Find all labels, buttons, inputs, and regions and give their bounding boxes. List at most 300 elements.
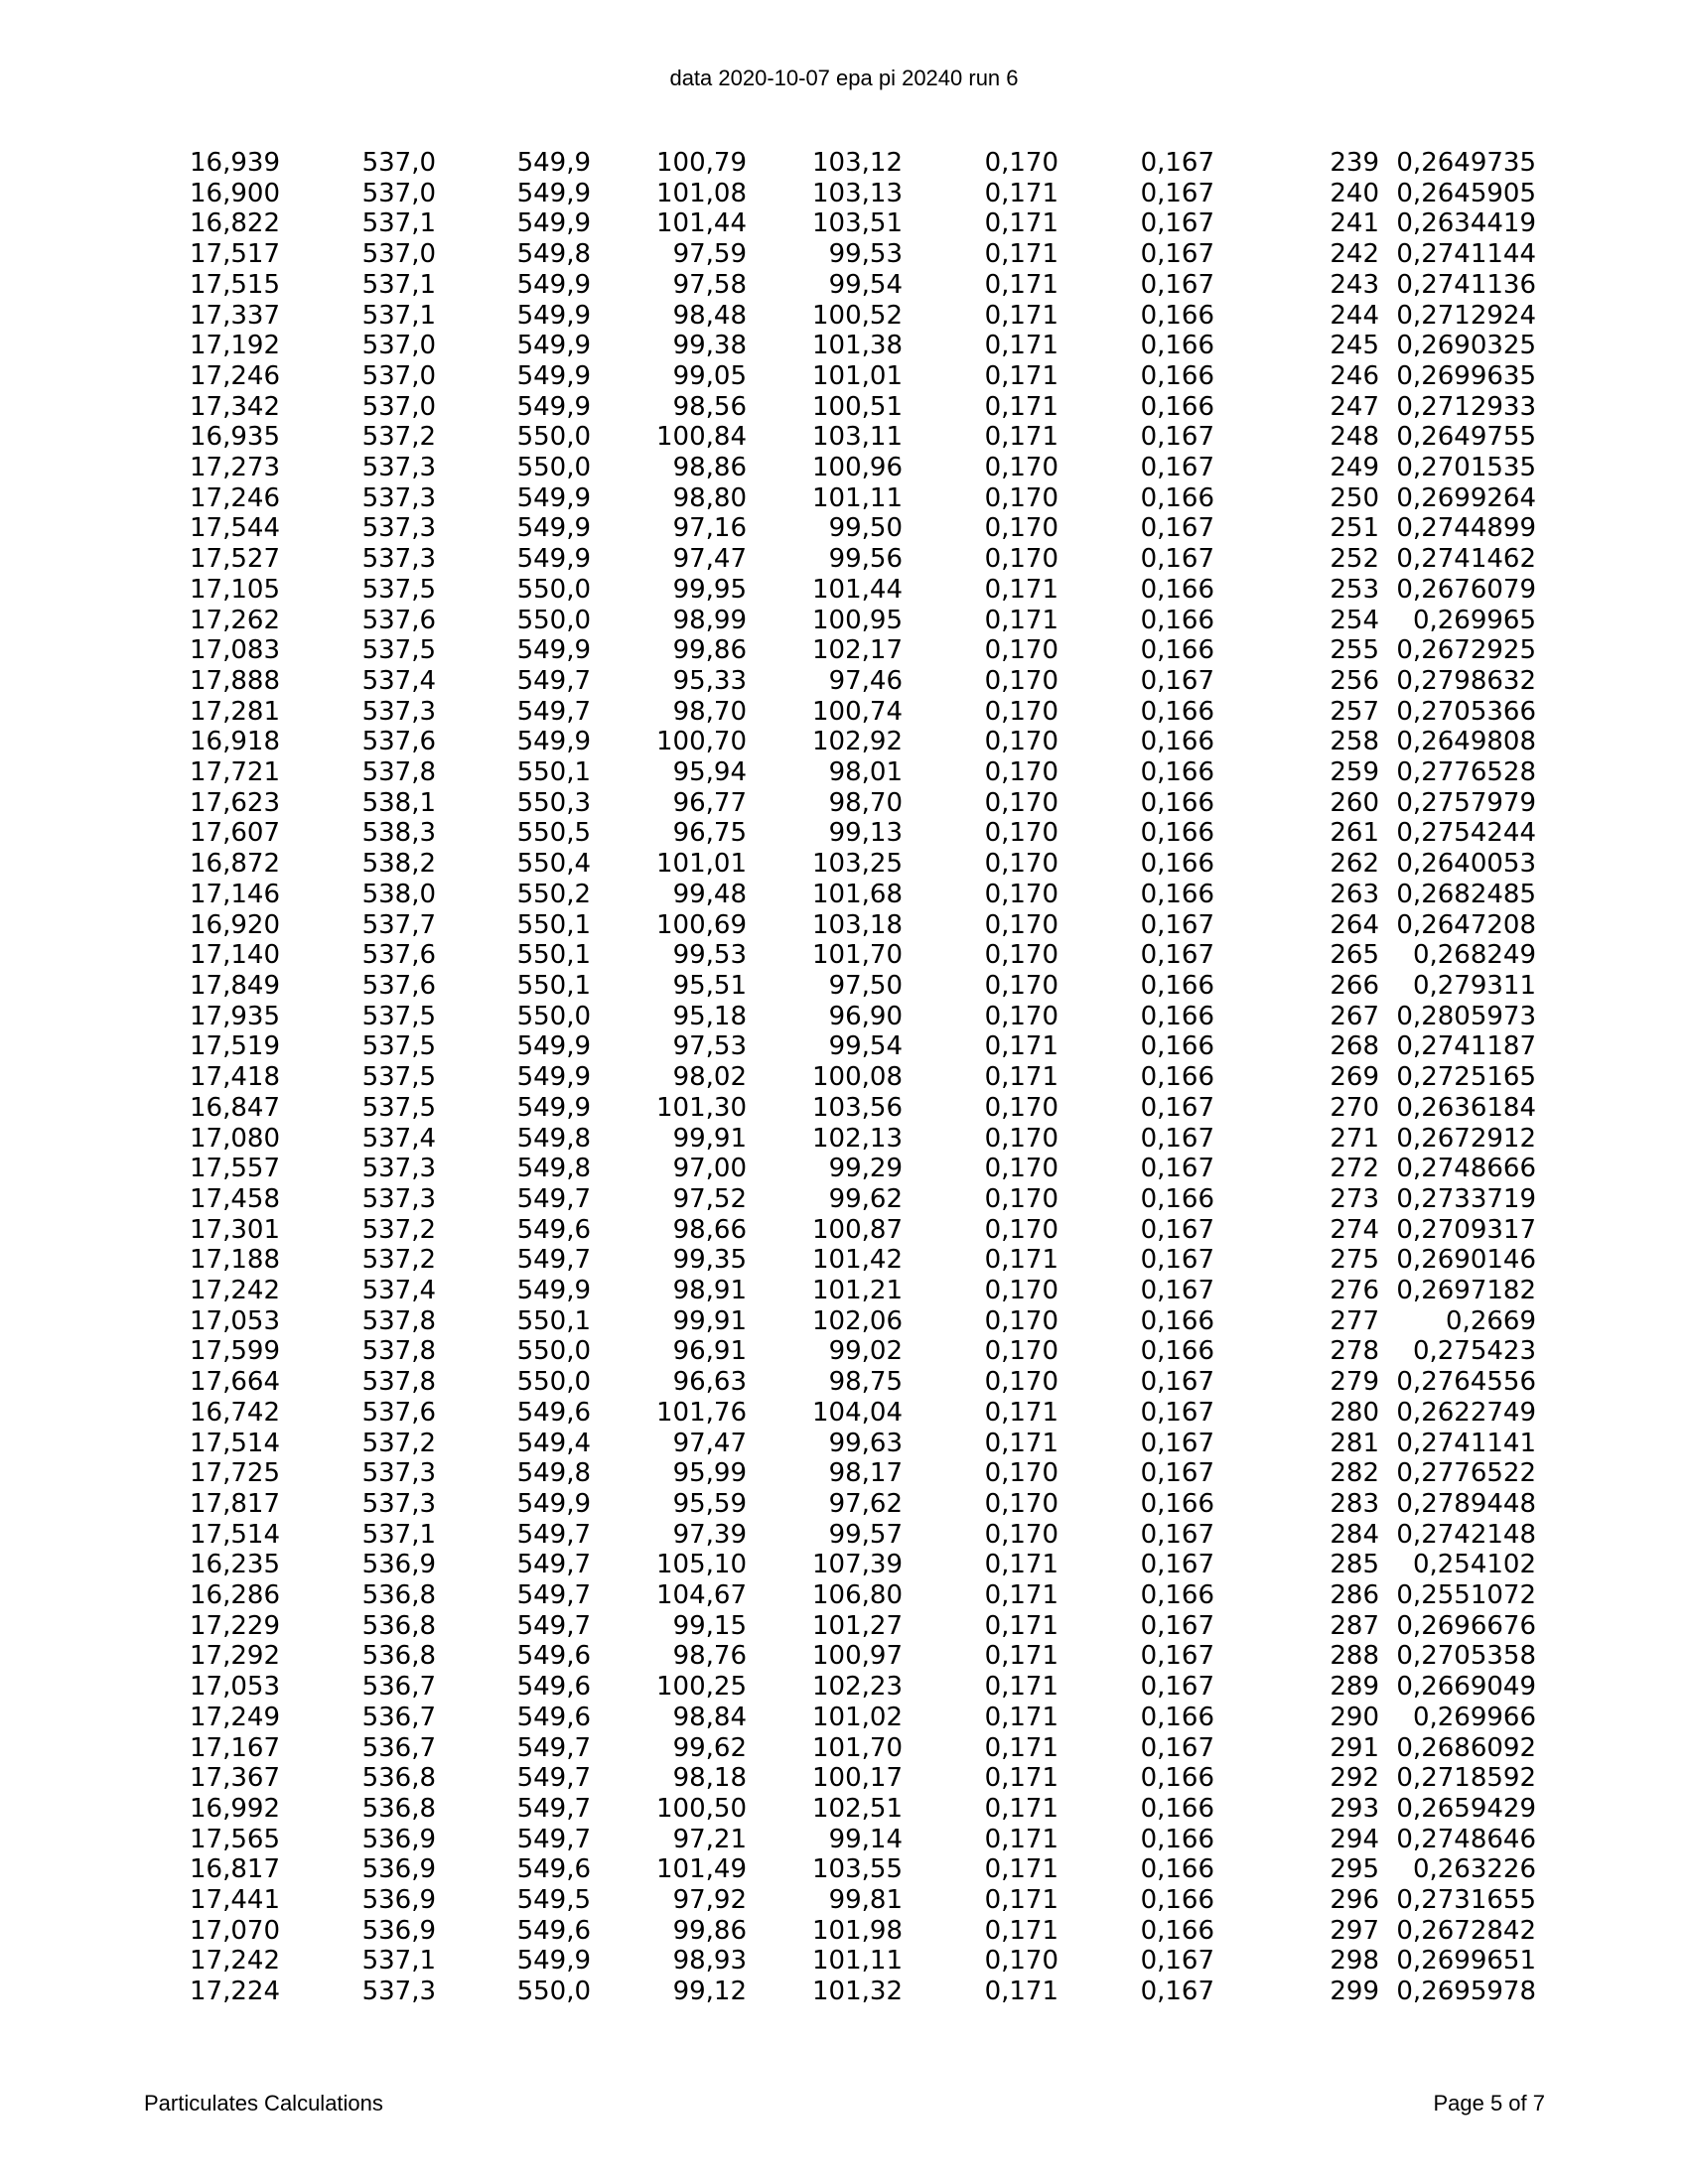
table-cell: 0,2705358 bbox=[1396, 1641, 1536, 1672]
table-cell: 251 bbox=[1330, 513, 1379, 544]
table-cell: 101,01 bbox=[656, 849, 747, 880]
table-cell: 272 bbox=[1330, 1154, 1379, 1184]
table-cell: 0,166 bbox=[1140, 1854, 1214, 1885]
table-cell: 257 bbox=[1330, 696, 1379, 727]
table-cell: 0,170 bbox=[984, 635, 1058, 666]
table-cell: 99,12 bbox=[672, 1977, 747, 2007]
table-cell: 17,514 bbox=[190, 1519, 280, 1550]
table-row bbox=[149, 1458, 1536, 1489]
table-row bbox=[149, 1611, 1536, 1642]
table-cell: 275 bbox=[1330, 1245, 1379, 1276]
table-cell: 0,166 bbox=[1140, 1305, 1214, 1336]
table-body bbox=[149, 148, 1536, 2007]
table-cell: 537,5 bbox=[361, 1001, 436, 1031]
table-cell: 242 bbox=[1330, 239, 1379, 270]
table-cell: 0,171 bbox=[984, 1763, 1058, 1794]
table-row bbox=[149, 1672, 1536, 1703]
table-cell: 536,9 bbox=[361, 1854, 436, 1885]
table-cell: 549,6 bbox=[516, 1214, 591, 1245]
table-cell: 97,58 bbox=[672, 269, 747, 300]
table-cell: 0,170 bbox=[984, 1946, 1058, 1977]
table-cell: 0,167 bbox=[1140, 940, 1214, 971]
table-cell: 0,171 bbox=[984, 1062, 1058, 1093]
table-cell: 0,171 bbox=[984, 331, 1058, 361]
table-cell: 263 bbox=[1330, 879, 1379, 909]
table-cell: 0,166 bbox=[1140, 696, 1214, 727]
table-cell: 549,9 bbox=[516, 482, 591, 513]
table-cell: 295 bbox=[1330, 1854, 1379, 1885]
table-cell: 0,2640053 bbox=[1396, 849, 1536, 880]
table-cell: 549,6 bbox=[516, 1672, 591, 1703]
table-cell: 102,23 bbox=[812, 1672, 903, 1703]
table-cell: 536,8 bbox=[361, 1641, 436, 1672]
table-cell: 0,2690325 bbox=[1396, 331, 1536, 361]
table-cell: 101,27 bbox=[812, 1610, 903, 1641]
table-row bbox=[149, 818, 1536, 849]
table-row bbox=[149, 1276, 1536, 1306]
table-row bbox=[149, 422, 1536, 453]
table-cell: 101,98 bbox=[812, 1915, 903, 1946]
table-cell: 0,171 bbox=[984, 178, 1058, 208]
table-row bbox=[149, 331, 1536, 361]
table-cell: 549,5 bbox=[516, 1885, 591, 1916]
table-row bbox=[149, 483, 1536, 514]
table-cell: 0,167 bbox=[1140, 178, 1214, 208]
table-cell: 17,249 bbox=[190, 1702, 280, 1732]
table-row bbox=[149, 1703, 1536, 1733]
table-cell: 0,2699264 bbox=[1396, 482, 1536, 513]
table-cell: 0,166 bbox=[1140, 1488, 1214, 1519]
table-cell: 17,188 bbox=[190, 1245, 280, 1276]
table-row bbox=[149, 270, 1536, 301]
table-cell: 0,170 bbox=[984, 757, 1058, 788]
table-cell: 98,80 bbox=[672, 482, 747, 513]
table-cell: 0,2701535 bbox=[1396, 453, 1536, 483]
table-cell: 549,9 bbox=[516, 360, 591, 391]
table-cell: 17,083 bbox=[190, 635, 280, 666]
table-cell: 549,6 bbox=[516, 1641, 591, 1672]
table-cell: 17,935 bbox=[190, 1001, 280, 1031]
table-cell: 0,2712933 bbox=[1396, 391, 1536, 422]
table-cell: 102,06 bbox=[812, 1305, 903, 1336]
table-cell: 250 bbox=[1330, 482, 1379, 513]
table-cell: 97,00 bbox=[672, 1154, 747, 1184]
table-row bbox=[149, 392, 1536, 423]
table-cell: 103,18 bbox=[812, 909, 903, 940]
table-row bbox=[149, 361, 1536, 392]
table-cell: 102,51 bbox=[812, 1793, 903, 1824]
table-cell: 95,33 bbox=[672, 665, 747, 696]
table-cell: 99,29 bbox=[828, 1154, 903, 1184]
table-cell: 0,170 bbox=[984, 1214, 1058, 1245]
table-cell: 289 bbox=[1330, 1672, 1379, 1703]
table-cell: 537,3 bbox=[361, 1458, 436, 1489]
table-cell: 536,7 bbox=[361, 1702, 436, 1732]
table-cell: 95,59 bbox=[672, 1488, 747, 1519]
table-cell: 97,21 bbox=[672, 1824, 747, 1854]
table-cell: 254 bbox=[1330, 605, 1379, 635]
table-cell: 0,167 bbox=[1140, 239, 1214, 270]
table-cell: 99,50 bbox=[828, 513, 903, 544]
table-cell: 97,46 bbox=[828, 665, 903, 696]
table-cell: 0,170 bbox=[984, 1001, 1058, 1031]
table-cell: 100,84 bbox=[656, 422, 747, 453]
table-cell: 292 bbox=[1330, 1763, 1379, 1794]
table-cell: 0,171 bbox=[984, 1793, 1058, 1824]
table-cell: 0,167 bbox=[1140, 1397, 1214, 1428]
table-cell: 549,9 bbox=[516, 1031, 591, 1062]
table-cell: 98,76 bbox=[672, 1641, 747, 1672]
table-cell: 245 bbox=[1330, 331, 1379, 361]
table-cell: 99,62 bbox=[828, 1183, 903, 1214]
table-cell: 0,170 bbox=[984, 849, 1058, 880]
table-cell: 17,441 bbox=[190, 1885, 280, 1916]
table-cell: 0,166 bbox=[1140, 879, 1214, 909]
table-cell: 103,56 bbox=[812, 1092, 903, 1123]
table-cell: 0,170 bbox=[984, 818, 1058, 849]
table-cell: 0,2733719 bbox=[1396, 1183, 1536, 1214]
table-cell: 16,939 bbox=[190, 148, 280, 178]
table-cell: 0,171 bbox=[984, 1915, 1058, 1946]
table-cell: 16,920 bbox=[190, 909, 280, 940]
table-cell: 17,565 bbox=[190, 1824, 280, 1854]
table-cell: 0,170 bbox=[984, 544, 1058, 575]
table-row bbox=[149, 635, 1536, 666]
table-row bbox=[149, 1733, 1536, 1764]
table-cell: 537,0 bbox=[361, 178, 436, 208]
table-cell: 0,171 bbox=[984, 605, 1058, 635]
table-cell: 0,167 bbox=[1140, 1672, 1214, 1703]
table-cell: 99,81 bbox=[828, 1885, 903, 1916]
table-cell: 0,167 bbox=[1140, 1154, 1214, 1184]
table-cell: 297 bbox=[1330, 1915, 1379, 1946]
table-cell: 0,171 bbox=[984, 1428, 1058, 1458]
table-cell: 537,1 bbox=[361, 300, 436, 331]
table-cell: 549,9 bbox=[516, 635, 591, 666]
table-row bbox=[149, 544, 1536, 575]
table-cell: 17,140 bbox=[190, 940, 280, 971]
table-cell: 537,3 bbox=[361, 1488, 436, 1519]
table-cell: 0,2705366 bbox=[1396, 696, 1536, 727]
table-cell: 0,167 bbox=[1140, 422, 1214, 453]
table-cell: 549,9 bbox=[516, 331, 591, 361]
table-cell: 0,166 bbox=[1140, 1031, 1214, 1062]
table-cell: 0,170 bbox=[984, 482, 1058, 513]
table-cell: 0,2551072 bbox=[1396, 1580, 1536, 1611]
table-cell: 296 bbox=[1330, 1885, 1379, 1916]
table-cell: 549,7 bbox=[516, 1580, 591, 1611]
table-cell: 0,2744899 bbox=[1396, 513, 1536, 544]
table-cell: 0,167 bbox=[1140, 1519, 1214, 1550]
table-cell: 282 bbox=[1330, 1458, 1379, 1489]
table-row bbox=[149, 1794, 1536, 1825]
table-cell: 16,847 bbox=[190, 1092, 280, 1123]
table-cell: 0,2748646 bbox=[1396, 1824, 1536, 1854]
table-row bbox=[149, 1093, 1536, 1124]
table-row bbox=[149, 1031, 1536, 1062]
table-row bbox=[149, 940, 1536, 971]
table-cell: 98,48 bbox=[672, 300, 747, 331]
table-cell: 99,54 bbox=[828, 1031, 903, 1062]
table-row bbox=[149, 971, 1536, 1002]
table-cell: 549,7 bbox=[516, 696, 591, 727]
table-cell: 0,167 bbox=[1140, 269, 1214, 300]
table-cell: 98,01 bbox=[828, 757, 903, 788]
table-cell: 0,2672842 bbox=[1396, 1915, 1536, 1946]
table-cell: 103,25 bbox=[812, 849, 903, 880]
table-cell: 104,67 bbox=[656, 1580, 747, 1611]
table-cell: 287 bbox=[1330, 1610, 1379, 1641]
table-cell: 550,0 bbox=[516, 453, 591, 483]
table-cell: 101,49 bbox=[656, 1854, 747, 1885]
table-cell: 0,167 bbox=[1140, 1732, 1214, 1763]
table-cell: 294 bbox=[1330, 1824, 1379, 1854]
table-cell: 16,872 bbox=[190, 849, 280, 880]
table-cell: 278 bbox=[1330, 1336, 1379, 1367]
table-cell: 0,2789448 bbox=[1396, 1488, 1536, 1519]
table-cell: 549,9 bbox=[516, 1946, 591, 1977]
table-cell: 239 bbox=[1330, 148, 1379, 178]
table-cell: 0,2741462 bbox=[1396, 544, 1536, 575]
table-cell: 0,166 bbox=[1140, 757, 1214, 788]
table-cell: 258 bbox=[1330, 727, 1379, 757]
table-cell: 0,167 bbox=[1140, 453, 1214, 483]
table-cell: 283 bbox=[1330, 1488, 1379, 1519]
table-cell: 549,9 bbox=[516, 544, 591, 575]
table-cell: 17,105 bbox=[190, 574, 280, 605]
table-cell: 101,44 bbox=[656, 208, 747, 239]
table-cell: 98,75 bbox=[828, 1367, 903, 1398]
table-cell: 103,11 bbox=[812, 422, 903, 453]
table-cell: 0,167 bbox=[1140, 1610, 1214, 1641]
table-cell: 16,935 bbox=[190, 422, 280, 453]
table-cell: 0,166 bbox=[1140, 1183, 1214, 1214]
table-cell: 17,527 bbox=[190, 544, 280, 575]
table-cell: 0,166 bbox=[1140, 818, 1214, 849]
table-cell: 17,888 bbox=[190, 665, 280, 696]
table-cell: 262 bbox=[1330, 849, 1379, 880]
table-cell: 0,171 bbox=[984, 300, 1058, 331]
table-cell: 549,8 bbox=[516, 1154, 591, 1184]
table-cell: 101,32 bbox=[812, 1977, 903, 2007]
table-cell: 101,38 bbox=[812, 331, 903, 361]
table-cell: 550,1 bbox=[516, 757, 591, 788]
table-cell: 0,2695978 bbox=[1396, 1977, 1536, 2007]
table-row bbox=[149, 1641, 1536, 1672]
table-cell: 0,2757979 bbox=[1396, 787, 1536, 818]
table-cell: 0,171 bbox=[984, 1672, 1058, 1703]
table-cell: 0,2682485 bbox=[1396, 879, 1536, 909]
table-row bbox=[149, 239, 1536, 270]
table-cell: 549,8 bbox=[516, 1458, 591, 1489]
table-cell: 550,0 bbox=[516, 422, 591, 453]
table-cell: 17,273 bbox=[190, 453, 280, 483]
table-cell: 99,15 bbox=[672, 1610, 747, 1641]
table-cell: 0,171 bbox=[984, 1550, 1058, 1580]
table-cell: 99,57 bbox=[828, 1519, 903, 1550]
table-cell: 100,87 bbox=[812, 1214, 903, 1245]
table-cell: 17,514 bbox=[190, 1428, 280, 1458]
table-cell: 0,167 bbox=[1140, 1276, 1214, 1306]
table-cell: 101,70 bbox=[812, 940, 903, 971]
table-row bbox=[149, 849, 1536, 880]
table-cell: 103,12 bbox=[812, 148, 903, 178]
table-cell: 536,9 bbox=[361, 1824, 436, 1854]
table-cell: 537,7 bbox=[361, 909, 436, 940]
table-cell: 537,6 bbox=[361, 940, 436, 971]
table-cell: 100,97 bbox=[812, 1641, 903, 1672]
table-cell: 0,170 bbox=[984, 1336, 1058, 1367]
table-cell: 550,0 bbox=[516, 605, 591, 635]
table-cell: 0,2686092 bbox=[1396, 1732, 1536, 1763]
table-cell: 537,0 bbox=[361, 391, 436, 422]
table-cell: 17,246 bbox=[190, 360, 280, 391]
table-cell: 17,262 bbox=[190, 605, 280, 635]
table-cell: 107,39 bbox=[812, 1550, 903, 1580]
table-cell: 549,9 bbox=[516, 300, 591, 331]
table-cell: 100,79 bbox=[656, 148, 747, 178]
table-cell: 100,74 bbox=[812, 696, 903, 727]
table-cell: 101,70 bbox=[812, 1732, 903, 1763]
table-cell: 537,4 bbox=[361, 665, 436, 696]
table-cell: 99,53 bbox=[672, 940, 747, 971]
table-cell: 0,2699635 bbox=[1396, 360, 1536, 391]
table-cell: 288 bbox=[1330, 1641, 1379, 1672]
table-cell: 17,557 bbox=[190, 1154, 280, 1184]
table-cell: 0,170 bbox=[984, 1154, 1058, 1184]
table-cell: 17,664 bbox=[190, 1367, 280, 1398]
table-cell: 103,51 bbox=[812, 208, 903, 239]
table-cell: 270 bbox=[1330, 1092, 1379, 1123]
table-cell: 0,2649735 bbox=[1396, 148, 1536, 178]
table-cell: 0,2672912 bbox=[1396, 1123, 1536, 1154]
table-cell: 537,6 bbox=[361, 970, 436, 1001]
table-cell: 537,2 bbox=[361, 1428, 436, 1458]
table-row bbox=[149, 1336, 1536, 1367]
table-cell: 284 bbox=[1330, 1519, 1379, 1550]
table-cell: 0,171 bbox=[984, 1031, 1058, 1062]
table-cell: 106,80 bbox=[812, 1580, 903, 1611]
table-cell: 536,8 bbox=[361, 1793, 436, 1824]
table-cell: 17,544 bbox=[190, 513, 280, 544]
table-cell: 537,3 bbox=[361, 1183, 436, 1214]
table-cell: 549,9 bbox=[516, 1276, 591, 1306]
table-cell: 99,38 bbox=[672, 331, 747, 361]
table-cell: 99,95 bbox=[672, 574, 747, 605]
table-cell: 0,171 bbox=[984, 360, 1058, 391]
table-cell: 17,817 bbox=[190, 1488, 280, 1519]
table-cell: 0,2649808 bbox=[1396, 727, 1536, 757]
table-cell: 253 bbox=[1330, 574, 1379, 605]
table-row bbox=[149, 1245, 1536, 1276]
table-row bbox=[149, 1916, 1536, 1947]
table-cell: 0,2805973 bbox=[1396, 1001, 1536, 1031]
table-cell: 100,50 bbox=[656, 1793, 747, 1824]
table-cell: 0,167 bbox=[1140, 544, 1214, 575]
table-row bbox=[149, 880, 1536, 910]
table-cell: 96,63 bbox=[672, 1367, 747, 1398]
table-cell: 99,56 bbox=[828, 544, 903, 575]
table-cell: 100,17 bbox=[812, 1763, 903, 1794]
data-table bbox=[149, 148, 1536, 2007]
table-cell: 550,0 bbox=[516, 574, 591, 605]
table-cell: 0,2669049 bbox=[1396, 1672, 1536, 1703]
table-cell: 17,342 bbox=[190, 391, 280, 422]
table-cell: 0,2741136 bbox=[1396, 269, 1536, 300]
table-row bbox=[149, 1489, 1536, 1520]
table-cell: 0,170 bbox=[984, 453, 1058, 483]
table-cell: 0,171 bbox=[984, 1610, 1058, 1641]
table-cell: 99,02 bbox=[828, 1336, 903, 1367]
table-cell: 550,3 bbox=[516, 787, 591, 818]
table-cell: 97,50 bbox=[828, 970, 903, 1001]
table-cell: 537,1 bbox=[361, 1946, 436, 1977]
table-cell: 101,02 bbox=[812, 1702, 903, 1732]
table-cell: 285 bbox=[1330, 1550, 1379, 1580]
table-cell: 97,59 bbox=[672, 239, 747, 270]
table-cell: 99,53 bbox=[828, 239, 903, 270]
page-title: data 2020-10-07 epa pi 20240 run 6 bbox=[669, 66, 1019, 90]
table-cell: 0,166 bbox=[1140, 1793, 1214, 1824]
table-row bbox=[149, 148, 1536, 179]
table-cell: 0,2776522 bbox=[1396, 1458, 1536, 1489]
table-cell: 549,6 bbox=[516, 1915, 591, 1946]
table-cell: 0,2696676 bbox=[1396, 1610, 1536, 1641]
table-cell: 99,35 bbox=[672, 1245, 747, 1276]
table-cell: 537,6 bbox=[361, 605, 436, 635]
table-cell: 550,2 bbox=[516, 879, 591, 909]
table-cell: 259 bbox=[1330, 757, 1379, 788]
table-cell: 99,54 bbox=[828, 269, 903, 300]
table-cell: 549,7 bbox=[516, 1610, 591, 1641]
table-cell: 16,822 bbox=[190, 208, 280, 239]
table-cell: 0,2645905 bbox=[1396, 178, 1536, 208]
table-cell: 99,91 bbox=[672, 1305, 747, 1336]
table-row bbox=[149, 575, 1536, 606]
table-cell: 100,69 bbox=[656, 909, 747, 940]
table-cell: 0,171 bbox=[984, 1397, 1058, 1428]
table-row bbox=[149, 1215, 1536, 1246]
table-cell: 17,053 bbox=[190, 1672, 280, 1703]
table-cell: 0,170 bbox=[984, 970, 1058, 1001]
table-cell: 537,5 bbox=[361, 1062, 436, 1093]
table-cell: 97,92 bbox=[672, 1885, 747, 1916]
table-cell: 0,170 bbox=[984, 909, 1058, 940]
table-cell: 255 bbox=[1330, 635, 1379, 666]
footer-document-name: Particulates Calculations bbox=[144, 2091, 383, 2116]
table-cell: 537,4 bbox=[361, 1123, 436, 1154]
table-row bbox=[149, 1885, 1536, 1916]
table-cell: 0,275423 bbox=[1412, 1336, 1536, 1367]
table-row bbox=[149, 1398, 1536, 1429]
table-cell: 549,8 bbox=[516, 239, 591, 270]
table-cell: 102,13 bbox=[812, 1123, 903, 1154]
table-cell: 0,2697182 bbox=[1396, 1276, 1536, 1306]
table-cell: 549,9 bbox=[516, 391, 591, 422]
table-row bbox=[149, 301, 1536, 332]
table-cell: 241 bbox=[1330, 208, 1379, 239]
table-cell: 0,171 bbox=[984, 574, 1058, 605]
table-cell: 550,0 bbox=[516, 1977, 591, 2007]
table-cell: 0,166 bbox=[1140, 300, 1214, 331]
table-cell: 537,8 bbox=[361, 1367, 436, 1398]
table-cell: 264 bbox=[1330, 909, 1379, 940]
table-cell: 0,166 bbox=[1140, 787, 1214, 818]
table-cell: 101,08 bbox=[656, 178, 747, 208]
table-cell: 0,2748666 bbox=[1396, 1154, 1536, 1184]
table-cell: 0,170 bbox=[984, 513, 1058, 544]
table-cell: 17,301 bbox=[190, 1214, 280, 1245]
